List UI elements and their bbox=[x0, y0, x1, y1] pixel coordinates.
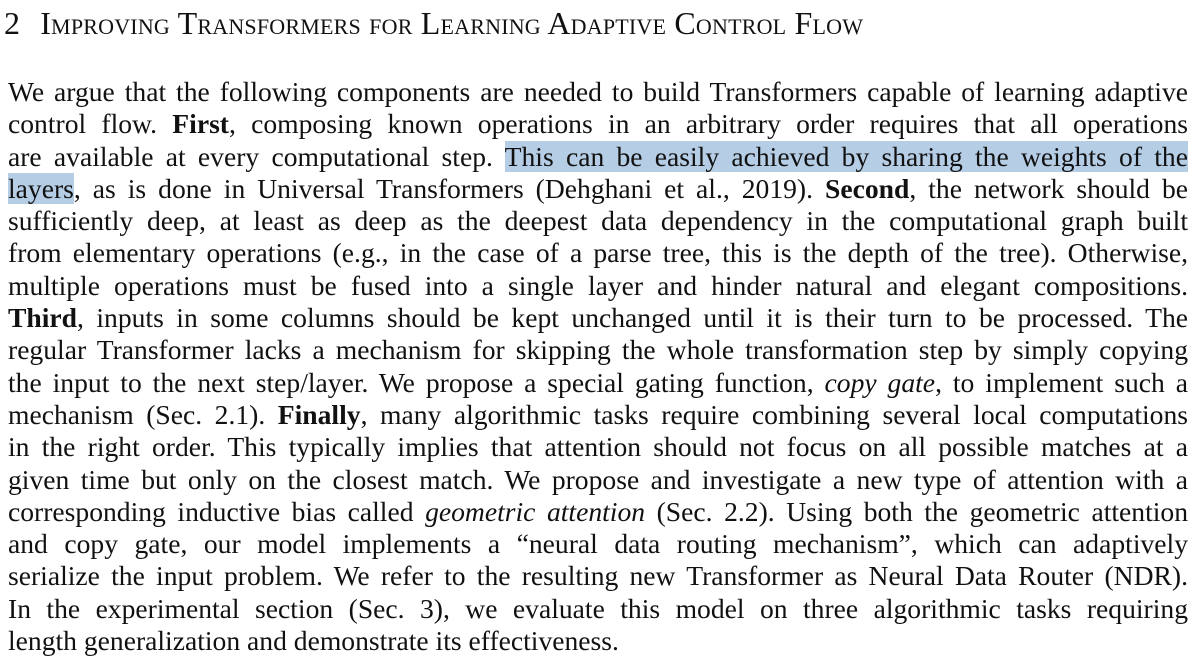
text-segment: , to implement such a bbox=[935, 366, 1188, 398]
paragraph-line bbox=[8, 141, 1188, 173]
text-segment: corresponding inductive bias called bbox=[8, 495, 426, 527]
paragraph-line bbox=[8, 593, 1188, 625]
paragraph-line bbox=[8, 334, 1188, 366]
paragraph-line bbox=[8, 625, 1188, 657]
text-segment: control flow. bbox=[8, 108, 173, 140]
section-title: Improving Transformers for Learning Adaptive Control Flow bbox=[40, 5, 864, 41]
paragraph-line bbox=[8, 237, 1188, 269]
paragraph-line bbox=[8, 367, 1188, 399]
section-heading bbox=[4, 3, 863, 43]
body-paragraph[interactable] bbox=[8, 76, 1188, 657]
paragraph-line bbox=[8, 431, 1188, 463]
text-segment: regular Transformer lacks a mechanism for skipping the whole transformation step by simply copying bbox=[8, 334, 1188, 366]
paragraph-line bbox=[8, 302, 1188, 334]
text-segment: , as is done in Universal Transformers (Dehghani et al., 2019). bbox=[73, 172, 826, 204]
text-segment: , composing known operations in an arbitrary order requires that all operations bbox=[229, 108, 1188, 140]
text-segment: , many algorithmic tasks require combining several local computations bbox=[360, 398, 1188, 430]
text-segment: serialize the input problem. We refer to the resulting new Transformer as Neural Data Router (NDR). bbox=[8, 560, 1188, 592]
paragraph-line bbox=[8, 205, 1188, 237]
italic-text: geometric attention bbox=[425, 495, 646, 527]
text-segment: (Sec. 2.2). Using both the geometric attention bbox=[645, 495, 1188, 527]
bold-text: Finally bbox=[277, 398, 361, 430]
bold-text: First bbox=[172, 108, 229, 140]
paragraph-line bbox=[8, 464, 1188, 496]
bold-text: Third bbox=[8, 302, 78, 334]
paragraph-line bbox=[8, 528, 1188, 560]
italic-text: copy gate bbox=[824, 366, 936, 398]
text-segment: We argue that the following components are needed to build Transformers capable of learning adaptive bbox=[8, 76, 1188, 107]
text-segment: and copy gate, our model implements a “neural data routing mechanism”, which can adaptively bbox=[8, 528, 1188, 560]
text-segment: given time but only on the closest match. We propose and investigate a new type of attention with a bbox=[8, 463, 1188, 495]
text-segment: are available at every computational step. bbox=[8, 140, 505, 172]
paragraph-line bbox=[8, 270, 1188, 302]
text-segment: In the experimental section (Sec. 3), we evaluate this model on three algorithmic tasks requiring bbox=[8, 592, 1188, 624]
section-number: 2 bbox=[4, 5, 21, 41]
paragraph-line bbox=[8, 496, 1188, 528]
paragraph-line bbox=[8, 108, 1188, 140]
text-segment: , inputs in some columns should be kept unchanged until it is their turn to be processed. The bbox=[77, 302, 1188, 334]
text-segment: the input to the next step/layer. We propose a special gating function, bbox=[8, 366, 825, 398]
paragraph-line bbox=[8, 173, 1188, 205]
text-segment: multiple operations must be fused into a single layer and hinder natural and elegant compositions. bbox=[8, 269, 1188, 301]
paragraph-line bbox=[8, 560, 1188, 592]
text-segment: in the right order. This typically implies that attention should not focus on all possible matches at a bbox=[8, 431, 1188, 463]
bold-text: Second bbox=[825, 172, 910, 204]
text-segment: , the network should be bbox=[909, 172, 1188, 204]
paragraph-line bbox=[8, 399, 1188, 431]
text-segment: sufficiently deep, at least as deep as the deepest data dependency in the computational graph built bbox=[8, 205, 1188, 237]
highlighted-text-selection: This can be easily achieved by sharing the weights of the bbox=[504, 140, 1188, 172]
text-segment: mechanism (Sec. 2.1). bbox=[8, 398, 278, 430]
paragraph-line bbox=[8, 76, 1188, 108]
text-segment: length generalization and demonstrate its effectiveness. bbox=[8, 625, 619, 657]
text-segment: from elementary operations (e.g., in the case of a parse tree, this is the depth of the tree). Otherwise, bbox=[8, 237, 1188, 269]
highlighted-text-selection: layers bbox=[8, 172, 74, 204]
